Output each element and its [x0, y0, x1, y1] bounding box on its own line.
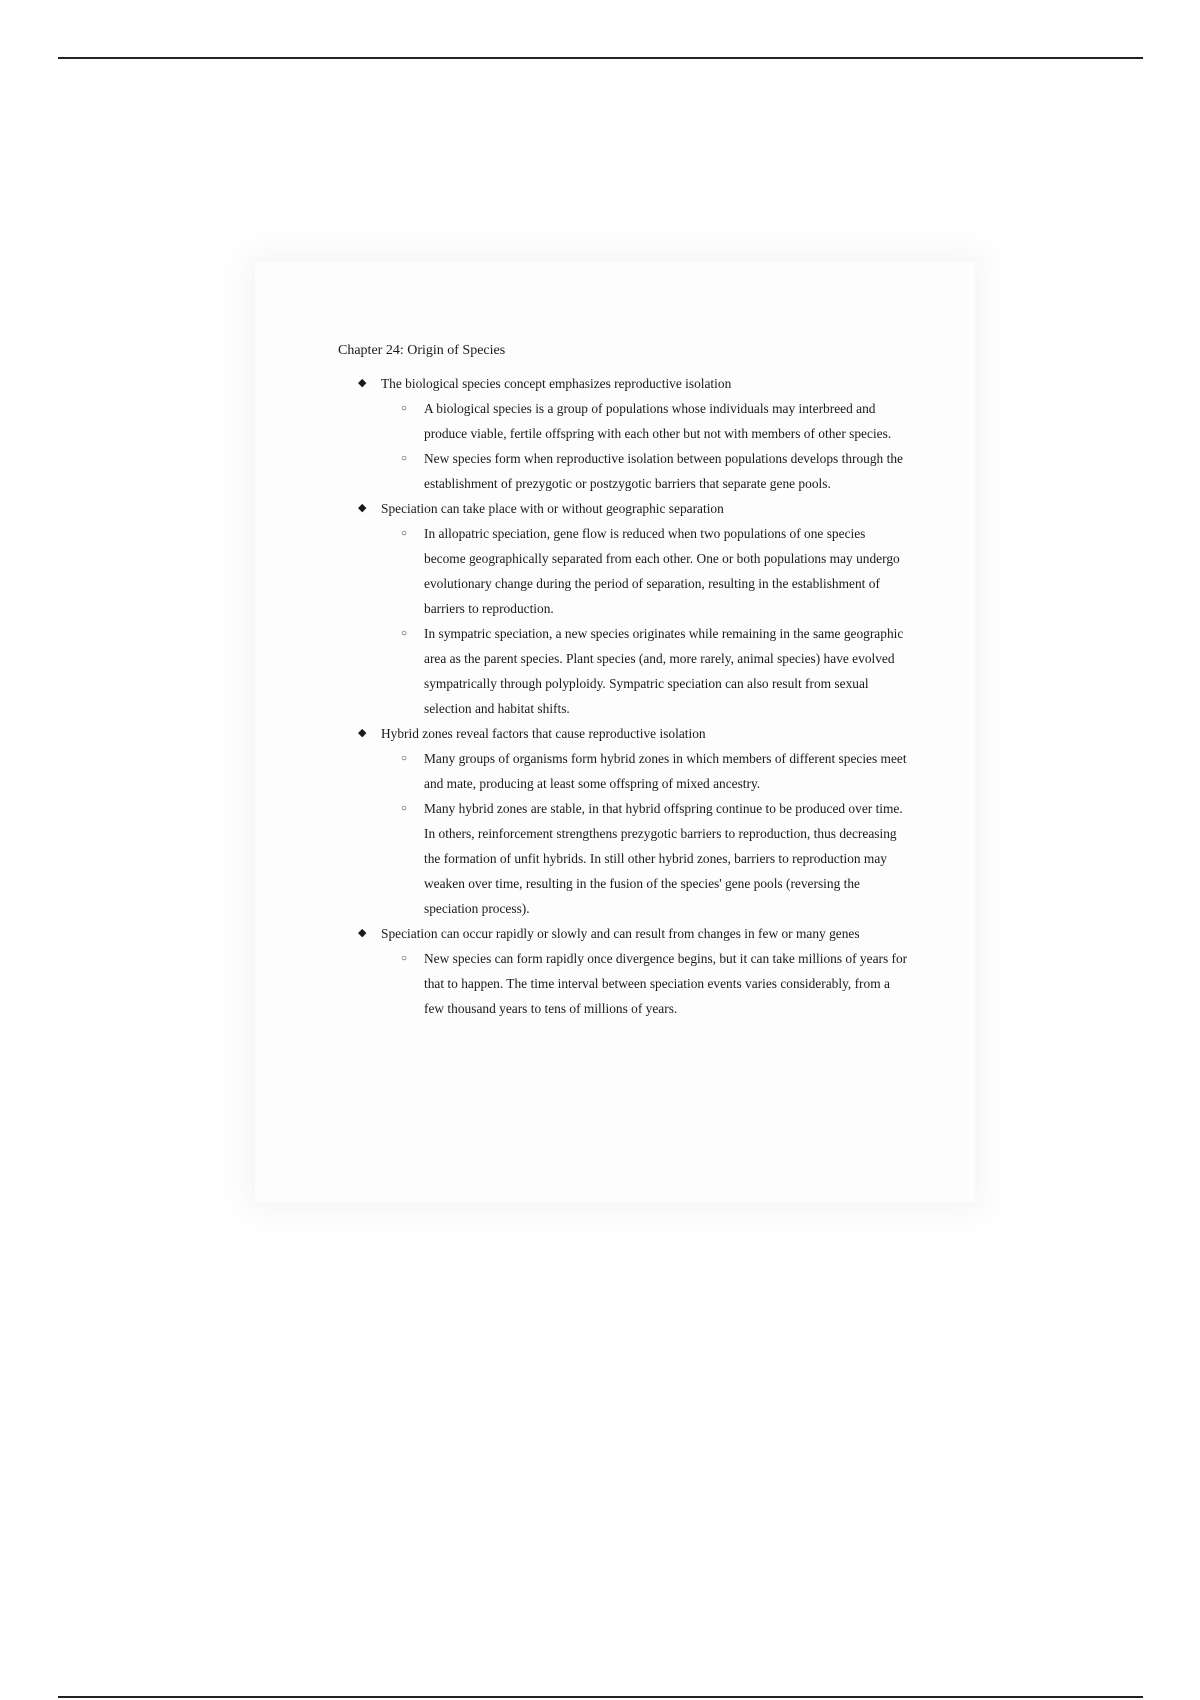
- bullet-icon: ◆: [358, 377, 367, 389]
- section-heading: Speciation can take place with or without geographic separation: [381, 501, 724, 516]
- point-item: [381, 946, 908, 1021]
- document-content: [338, 340, 908, 1021]
- point-list: [381, 396, 908, 496]
- top-divider: [58, 57, 1143, 59]
- section-item: [338, 371, 908, 496]
- circle-bullet-icon: ○: [401, 803, 408, 814]
- section-heading: Hybrid zones reveal factors that cause reproductive isolation: [381, 726, 706, 741]
- circle-bullet-icon: ○: [401, 953, 408, 964]
- section-item: [338, 721, 908, 921]
- point-item: [381, 796, 908, 921]
- section-item: [338, 496, 908, 721]
- point-text: New species form when reproductive isolation between populations develops through the establishment of prezygotic or postzygotic barriers that separate gene pools.: [424, 451, 903, 491]
- point-item: [381, 621, 908, 721]
- point-item: [381, 521, 908, 621]
- circle-bullet-icon: ○: [401, 753, 408, 764]
- point-text: Many hybrid zones are stable, in that hybrid offspring continue to be produced over time. In others, reinforcement strengthens prezygotic barriers to reproduction, thus decreasing the formation of unfit hybrids. In still other hybrid zones, barriers to reproduction may weaken over time, resulting in the fusion of the species' gene pools (reversing the speciation process).: [424, 801, 903, 916]
- point-list: [381, 746, 908, 921]
- point-text: Many groups of organisms form hybrid zones in which members of different species meet and mate, producing at least some offspring of mixed ancestry.: [424, 751, 907, 791]
- circle-bullet-icon: ○: [401, 403, 408, 414]
- point-item: [381, 746, 908, 796]
- point-item: [381, 446, 908, 496]
- bottom-divider: [58, 1696, 1143, 1698]
- circle-bullet-icon: ○: [401, 528, 408, 539]
- point-list: [381, 521, 908, 721]
- section-heading: Speciation can occur rapidly or slowly and can result from changes in few or many genes: [381, 926, 860, 941]
- section-item: [338, 921, 908, 1021]
- point-text: In allopatric speciation, gene flow is reduced when two populations of one species become geographically separated from each other. One or both populations may undergo evolutionary change during the period of separation, resulting in the establishment of barriers to reproduction.: [424, 526, 900, 616]
- section-heading: The biological species concept emphasizes reproductive isolation: [381, 376, 732, 391]
- circle-bullet-icon: ○: [401, 628, 408, 639]
- point-item: [381, 396, 908, 446]
- section-list: [338, 371, 908, 1021]
- bullet-icon: ◆: [358, 502, 367, 514]
- point-text: New species can form rapidly once divergence begins, but it can take millions of years for that to happen. The time interval between speciation events varies considerably, from a few thousand years to tens of millions of years.: [424, 951, 908, 1016]
- bullet-icon: ◆: [358, 927, 367, 939]
- document-title: Chapter 24: Origin of Species: [338, 343, 506, 358]
- point-list: [381, 946, 908, 1021]
- circle-bullet-icon: ○: [401, 453, 408, 464]
- bullet-icon: ◆: [358, 727, 367, 739]
- point-text: In sympatric speciation, a new species originates while remaining in the same geographic area as the parent species. Plant species (and, more rarely, animal species) have evolved sympatrically through polyploidy. Sympatric speciation can also result from sexual selection and habitat shifts.: [424, 626, 904, 716]
- point-text: A biological species is a group of populations whose individuals may interbreed and produce viable, fertile offspring with each other but not with members of other species.: [424, 401, 892, 441]
